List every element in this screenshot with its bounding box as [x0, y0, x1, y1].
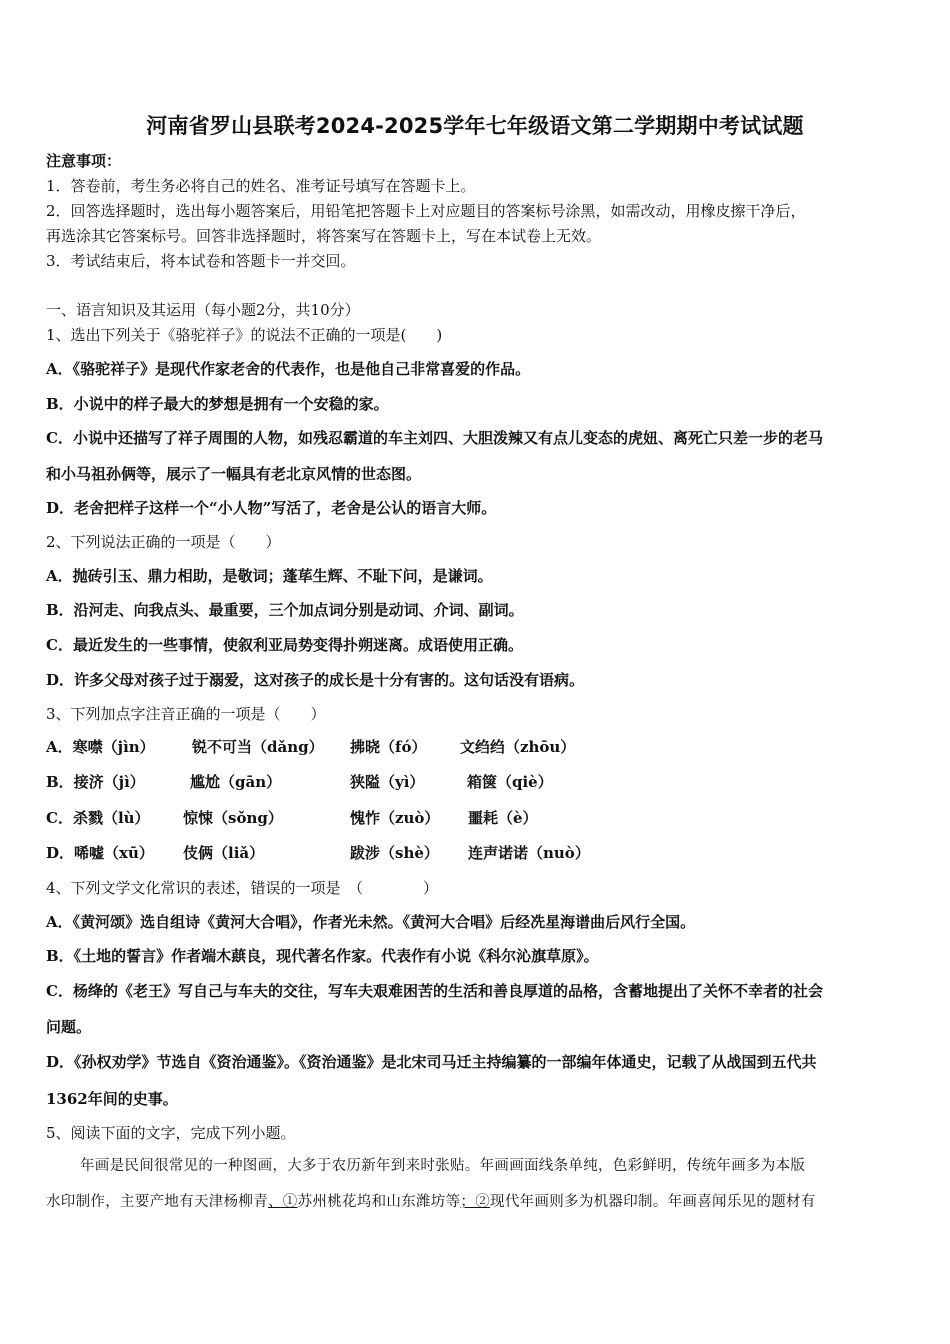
- option-d: D．《孙权劝学》节选自《资治通鉴》。《资治通鉴》是北宋司马迁主持编纂的一部编年体通史，记载了从战国到五代共: [46, 1053, 817, 1071]
- question-stem: 3、下列加点字注音正确的一项是（ ）: [46, 705, 326, 723]
- pinyin-item: D．唏嘘（xū）: [46, 844, 154, 862]
- notice-item: 1．答卷前，考生务必将自己的姓名、准考证号填写在答题卡上。: [46, 177, 476, 195]
- question-stem: 5、阅读下面的文字，完成下列小题。: [46, 1124, 296, 1142]
- option-c-cont: 和小马祖孙俩等，展示了一幅具有老北京风情的世态图。: [46, 465, 422, 483]
- option-d: D．老舍把样子这样一个“小人物”写活了，老舍是公认的语言大师。: [46, 499, 497, 517]
- passage-line: [46, 1192, 816, 1212]
- pinyin-item: 箱箧（qiè）: [467, 773, 553, 791]
- pinyin-item: 锐不可当（dǎng）: [192, 738, 324, 756]
- pinyin-item: 噩耗（è）: [468, 809, 538, 827]
- pinyin-row-a: [0, 737, 950, 757]
- option-c: C．最近发生的一些事情，使叙利亚局势变得扑朔迷离。成语使用正确。: [46, 636, 523, 654]
- passage-text: 水印制作，主要产地有天津杨柳青: [46, 1194, 268, 1210]
- option-a: A．抛砖引玉、鼎力相助，是敬词；蓬荜生辉、不耻下问，是谦词。: [46, 567, 493, 585]
- pinyin-item: A．寒噤（jìn）: [46, 738, 155, 756]
- option-d: D．许多父母对孩子过于溺爱，这对孩子的成长是十分有害的。这句话没有语病。: [46, 671, 585, 689]
- pinyin-item: 狭隘（yì）: [350, 773, 425, 791]
- pinyin-item: 愧怍（zuò）: [350, 809, 440, 827]
- pinyin-item: 伎俩（liǎ）: [183, 844, 265, 862]
- option-a: A．《黄河颂》选自组诗《黄河大合唱》，作者光未然。《黄河大合唱》后经冼星海谱曲后风行全国。: [46, 913, 696, 931]
- passage-text: 现代年画则多为机器印制。年画喜闻乐见的题材有: [490, 1194, 816, 1210]
- pinyin-item: 文绉绉（zhōu）: [460, 738, 576, 756]
- pinyin-item: 连声诺诺（nuò）: [468, 844, 590, 862]
- passage-line: 年画是民间很常见的一种图画，大多于农历新年到来时张贴。年画画面线条单纯，色彩鲜明，传统年画多为本版: [80, 1158, 806, 1174]
- notice-heading: 注意事项：: [46, 152, 122, 170]
- pinyin-item: 尴尬（gān）: [190, 773, 282, 791]
- notice-item: 再选涂其它答案标号。回答非选择题时，将答案写在答题卡上，写在本试卷上无效。: [46, 227, 602, 245]
- pinyin-item: C．杀戮（lù）: [46, 809, 150, 827]
- question-stem: 1、选出下列关于《骆驼祥子》的说法不正确的一项是( ): [46, 326, 443, 344]
- question-stem: 2、下列说法正确的一项是（ ）: [46, 533, 281, 551]
- passage-text: 苏州桃花坞和山东潍坊等: [297, 1194, 461, 1210]
- option-d-cont: 1362年间的史事。: [46, 1090, 178, 1108]
- notice-item: 2．回答选择题时，选出每小题答案后，用铅笔把答题卡上对应题目的答案标号涂黑，如需改动，用橡皮擦干净后，: [46, 202, 806, 220]
- section-heading: 一、语言知识及其运用（每小题2分，共10分）: [46, 301, 360, 319]
- pinyin-item: 拂晓（fó）: [350, 738, 427, 756]
- pinyin-row-d: [0, 843, 950, 863]
- marker-1: 、①: [268, 1194, 298, 1210]
- page-title: 河南省罗山县联考2024-2025学年七年级语文第二学期期中考试试题: [146, 114, 804, 138]
- pinyin-item: B．接济（jì）: [46, 773, 145, 791]
- pinyin-row-b: [0, 772, 950, 792]
- option-b: B．沿河走、向我点头、最重要，三个加点词分别是动词、介词、副词。: [46, 601, 524, 619]
- option-c-cont: 问题。: [46, 1018, 92, 1036]
- option-a: A．《骆驼祥子》是现代作家老舍的代表作，也是他自己非常喜爱的作品。: [46, 360, 531, 378]
- question-stem: 4、下列文学文化常识的表述，错误的一项是 （ ）: [46, 879, 439, 897]
- marker-2: ；②: [460, 1194, 491, 1210]
- option-b: B．小说中的样子最大的梦想是拥有一个安稳的家。: [46, 395, 389, 413]
- option-c: C．小说中还描写了祥子周围的人物，如残忍霸道的车主刘四、大胆泼辣又有点儿变态的虎妞、离死亡只差一步的老马: [46, 429, 823, 447]
- pinyin-row-c: [0, 808, 950, 828]
- pinyin-item: 惊悚（sǒng）: [183, 809, 283, 827]
- pinyin-item: 跋涉（shè）: [350, 844, 439, 862]
- option-c: C．杨绛的《老王》写自己与车夫的交往，写车夫艰难困苦的生活和善良厚道的品格，含蓄地提出了关怀不幸者的社会: [46, 982, 823, 1000]
- option-b: B．《土地的誓言》作者端木蕻良，现代著名作家。代表作有小说《科尔沁旗草原》。: [46, 947, 599, 965]
- notice-item: 3．考试结束后，将本试卷和答题卡一并交回。: [46, 252, 356, 270]
